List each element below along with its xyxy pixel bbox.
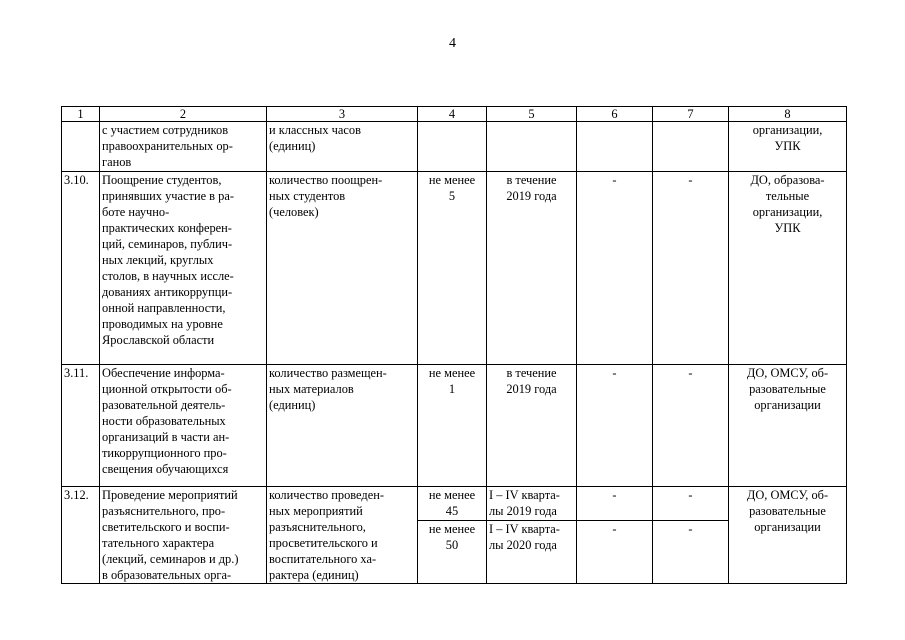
cell-col7 — [653, 122, 729, 172]
cell-event: Обеспечение информа- ционной открытости об- разовательной деятель- ности образовательных организаций в части ан- тикоррупционного про- свещения обучающихся — [100, 365, 267, 487]
cell-number: 3.10. — [62, 172, 100, 365]
cell-col6: - — [577, 172, 653, 365]
header-cell: 8 — [729, 107, 847, 122]
cell-value: не менее 50 — [418, 521, 487, 584]
cell-col6: - — [577, 487, 653, 521]
cell-term: I – IV кварта- лы 2019 года — [487, 487, 577, 521]
cell-value: не менее 45 — [418, 487, 487, 521]
cell-col7: - — [653, 365, 729, 487]
cell-event: Поощрение студентов, принявших участие в ра- боте научно- практических конферен- ций, семинаров, публич- ных лекций, круглых столов, в научных иссле- дованиях антикоррупци- онной направленности, проводимых на уровне Ярославской области — [100, 172, 267, 365]
cell-executor: ДО, ОМСУ, об- разовательные организации — [729, 365, 847, 487]
cell-term: в течение 2019 года — [487, 172, 577, 365]
header-cell: 5 — [487, 107, 577, 122]
cell-col7: - — [653, 487, 729, 521]
cell-indicator: количество проведен- ных мероприятий разъяснительного, просветительского и воспитательного ха- рактера (единиц) — [267, 487, 418, 584]
cell-executor: ДО, ОМСУ, об- разовательные организации — [729, 487, 847, 584]
cell-col7: - — [653, 172, 729, 365]
header-cell: 6 — [577, 107, 653, 122]
cell-indicator: и классных часов (единиц) — [267, 122, 418, 172]
cell-event: с участием сотрудников правоохранительных ор- ганов — [100, 122, 267, 172]
cell-term: в течение 2019 года — [487, 365, 577, 487]
cell-value: не менее 5 — [418, 172, 487, 365]
cell-term — [487, 122, 577, 172]
cell-indicator: количество размещен- ных материалов (единиц) — [267, 365, 418, 487]
table-row-3-12 — [62, 487, 847, 521]
cell-event: Проведение мероприятий разъяснительного, про- светительского и воспи- тательного характера (лекций, семинаров и др.) в образовательных орга- — [100, 487, 267, 584]
cell-value — [418, 122, 487, 172]
table-row-continuation — [62, 122, 847, 172]
cell-term: I – IV кварта- лы 2020 года — [487, 521, 577, 584]
cell-col6 — [577, 122, 653, 172]
cell-col6: - — [577, 365, 653, 487]
cell-indicator: количество поощрен- ных студентов (человек) — [267, 172, 418, 365]
page-number: 4 — [449, 36, 456, 51]
cell-number: 3.12. — [62, 487, 100, 584]
header-row — [62, 107, 847, 122]
header-cell: 3 — [267, 107, 418, 122]
cell-col7: - — [653, 521, 729, 584]
cell-number — [62, 122, 100, 172]
cell-executor: организации, УПК — [729, 122, 847, 172]
header-cell: 7 — [653, 107, 729, 122]
cell-executor: ДО, образова- тельные организации, УПК — [729, 172, 847, 365]
table-row-3-11 — [62, 365, 847, 487]
header-cell: 2 — [100, 107, 267, 122]
header-cell: 1 — [62, 107, 100, 122]
cell-col6: - — [577, 521, 653, 584]
header-cell: 4 — [418, 107, 487, 122]
plan-table — [61, 106, 847, 584]
cell-number: 3.11. — [62, 365, 100, 487]
table-row-3-10 — [62, 172, 847, 365]
cell-value: не менее 1 — [418, 365, 487, 487]
